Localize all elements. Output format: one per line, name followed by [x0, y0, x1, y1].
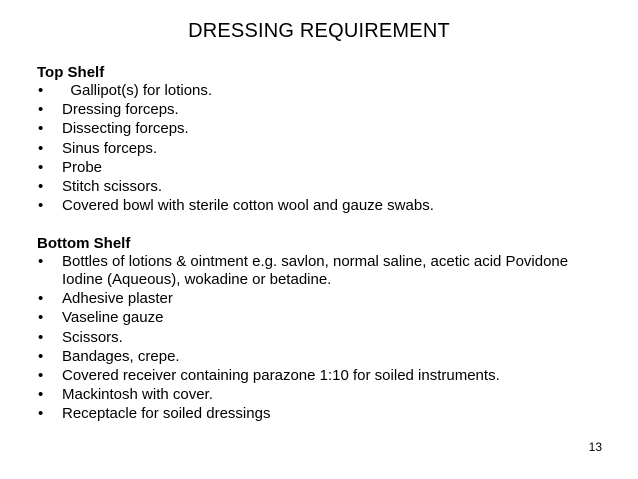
slide-title: DRESSING REQUIREMENT	[188, 20, 450, 42]
bullet-icon: •	[38, 290, 44, 308]
page-number: 13	[588, 440, 602, 454]
list-item-text: Vaseline gauze	[62, 309, 164, 327]
list-item-text: Scissors.	[62, 328, 123, 346]
list-item	[37, 101, 607, 119]
bullet-icon: •	[38, 197, 44, 215]
list-item	[37, 290, 607, 308]
top-shelf-list	[37, 82, 607, 215]
list-item-text: Adhesive plaster	[62, 290, 173, 308]
list-item	[37, 120, 607, 138]
bottom-shelf-list	[37, 253, 607, 423]
bullet-icon: •	[38, 177, 44, 195]
list-item	[37, 329, 607, 347]
list-item	[37, 386, 607, 404]
list-item	[37, 178, 607, 196]
list-item-text: Covered bowl with sterile cotton wool and gauze swabs.	[62, 197, 434, 215]
bullet-icon: •	[38, 253, 44, 270]
list-item	[37, 197, 607, 215]
list-item	[37, 140, 607, 158]
list-item	[37, 309, 607, 327]
bullet-icon: •	[38, 309, 44, 327]
list-item	[37, 367, 607, 385]
bullet-icon: •	[38, 386, 44, 404]
bullet-icon: •	[38, 120, 44, 138]
bottom-shelf-heading: Bottom Shelf	[37, 235, 131, 252]
bullet-icon: •	[38, 366, 44, 384]
list-item-text: Dissecting forceps.	[62, 120, 189, 138]
bullet-icon: •	[38, 405, 44, 423]
bullet-icon: •	[38, 82, 44, 99]
list-item-text: Bottles of lotions & ointment e.g. savlon, normal saline, acetic acid Povidone Iodine (Aqueous), wokadine or betadine.	[62, 253, 569, 288]
bullet-icon: •	[38, 328, 44, 346]
top-shelf-section	[37, 63, 607, 216]
list-item-text: Covered receiver containing parazone 1:10 for soiled instruments.	[62, 366, 500, 384]
list-item	[37, 405, 607, 423]
top-shelf-heading: Top Shelf	[37, 64, 105, 81]
list-item	[37, 348, 607, 366]
bullet-icon: •	[38, 101, 44, 119]
list-item	[37, 82, 607, 100]
list-item	[37, 159, 607, 177]
bullet-icon: •	[38, 158, 44, 176]
list-item-text: Mackintosh with cover.	[62, 386, 213, 404]
list-item-text: Dressing forceps.	[62, 101, 179, 119]
list-item	[37, 253, 607, 289]
list-item-text: Receptacle for soiled dressings	[62, 405, 271, 423]
bullet-icon: •	[38, 347, 44, 365]
bullet-icon: •	[38, 139, 44, 157]
bottom-shelf-section	[37, 234, 607, 425]
list-item-text: Probe	[62, 158, 103, 176]
list-item-text: Sinus forceps.	[62, 139, 158, 157]
list-item-text: Gallipot(s) for lotions.	[62, 82, 213, 99]
list-item-text: Stitch scissors.	[62, 177, 163, 195]
list-item-text: Bandages, crepe.	[62, 347, 180, 365]
